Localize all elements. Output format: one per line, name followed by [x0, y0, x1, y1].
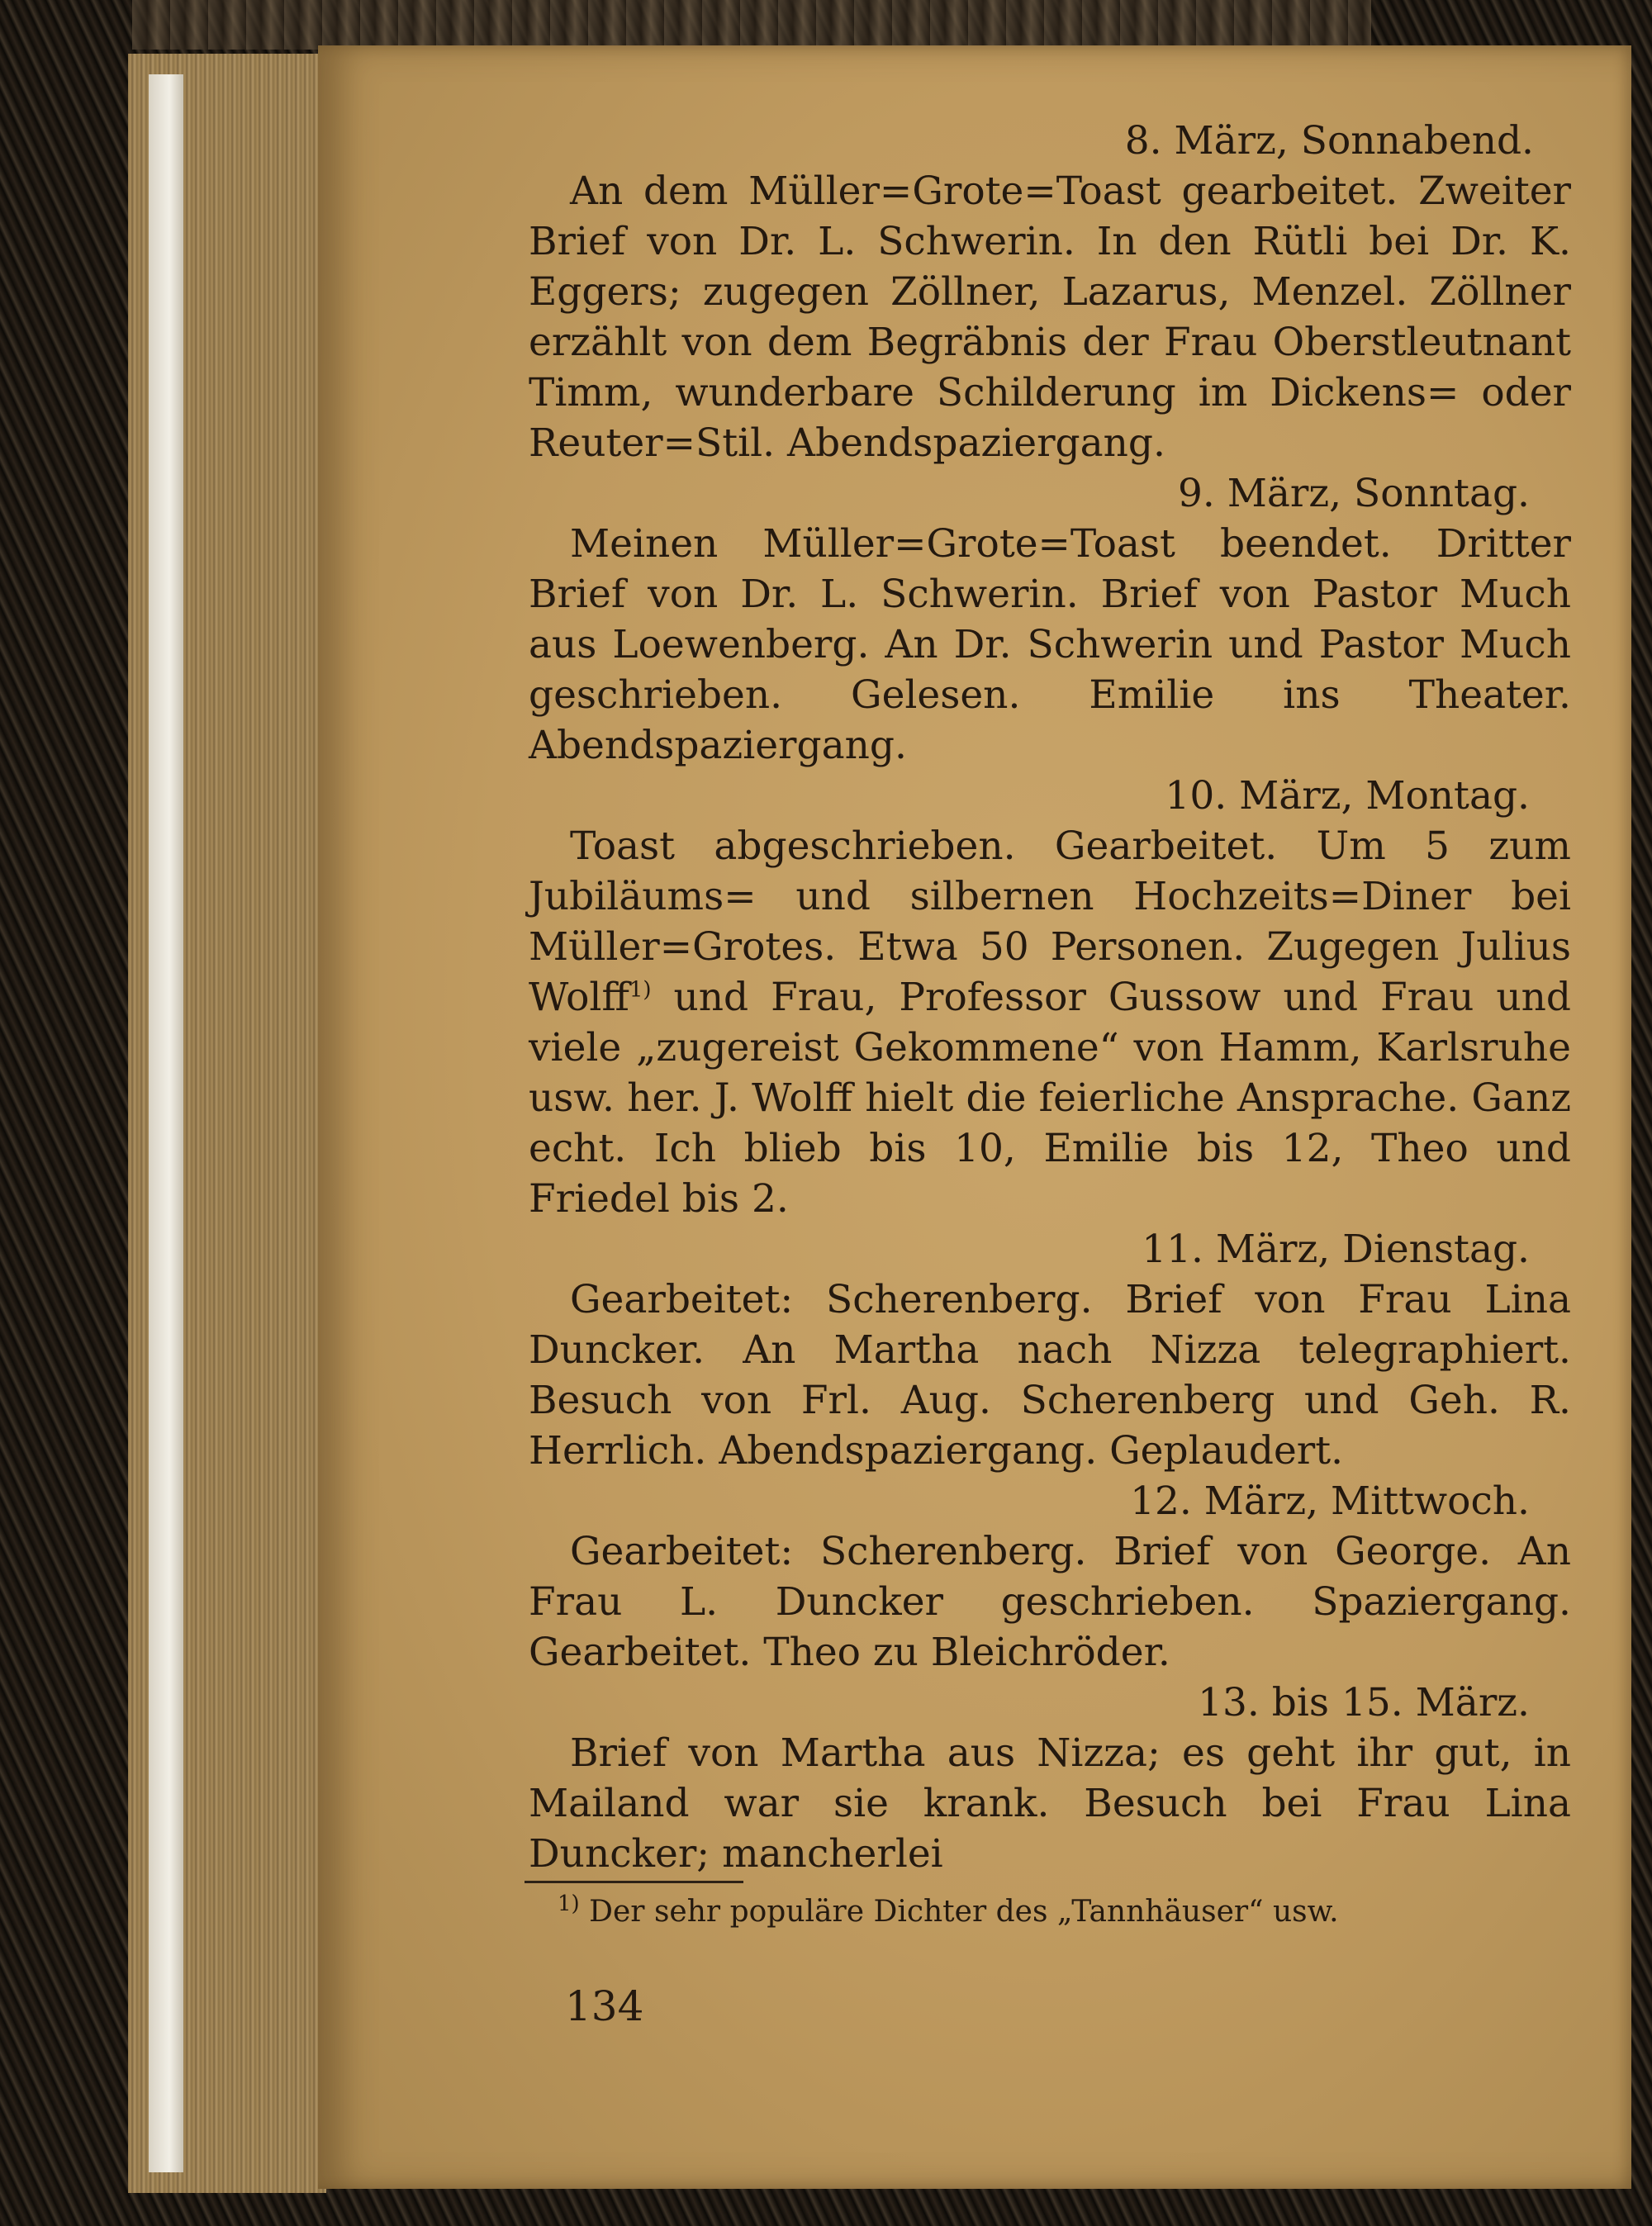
entry-text: Gearbeitet: Scherenberg. Brief von George. An Frau L. Duncker geschrieben. Spaziergang. Gearbeitet. Theo zu Bleichröder. [529, 1529, 1571, 1675]
footnote-text: Der sehr populäre Dichter des „Tannhäuser“ usw. [579, 1895, 1339, 1929]
diary-text [529, 116, 1571, 1879]
cover-edge-top [132, 0, 1371, 50]
entry-text [529, 821, 1571, 1224]
footnote-mark: 1) [558, 1891, 580, 1916]
page-number: 134 [565, 1982, 644, 2030]
entry-text: Brief von Martha aus Nizza; es geht ihr gut, in Mailand war sie krank. Besuch bei Frau Lina Duncker; mancherlei [529, 1730, 1571, 1877]
entry-text-part: Toast abgeschrieben. Gearbeitet. Um 5 zum Jubiläums= und silbernen Hochzeits=Diner bei Müller=Grotes. Etwa 50 Personen. Zugegen Julius Wolff [529, 823, 1571, 1020]
entry-date: 13. bis 15. März. [1198, 1680, 1530, 1725]
entry-date: 9. März, Sonntag. [1177, 471, 1530, 516]
endpaper-edge [149, 74, 183, 2172]
entry-text: An dem Müller=Grote=Toast gearbeitet. Zweiter Brief von Dr. L. Schwerin. In den Rütli bei Dr. K. Eggers; zugegen Zöllner, Lazarus, Menzel. Zöllner erzählt von dem Begräbnis der Frau Oberstleutnant Timm, wunderbare Schilderung im Dickens= oder Reuter=Stil. Abendspaziergang. [529, 168, 1571, 466]
entry-text: Meinen Müller=Grote=Toast beendet. Dritter Brief von Dr. L. Schwerin. Brief von Pastor Much aus Loewenberg. An Dr. Schwerin und Pastor Much geschrieben. Gelesen. Emilie ins Theater. Abendspaziergang. [529, 521, 1571, 768]
entry-date: 12. März, Mittwoch. [1130, 1478, 1530, 1524]
entry-date: 11. März, Dienstag. [1142, 1227, 1530, 1272]
footnote-divider [525, 1881, 743, 1883]
entry-date: 10. März, Montag. [1165, 773, 1530, 819]
entry-date: 8. März, Sonnabend. [1124, 118, 1534, 164]
entry-text-part: und Frau, Professor Gussow und Frau und viele „zugereist Gekommene“ von Hamm, Karlsruhe usw. her. J. Wolff hielt die feierliche Ansprache. Ganz echt. Ich blieb bis 10, Emilie bis 12, Theo und Friedel bis 2. [529, 975, 1571, 1222]
entry-text: Gearbeitet: Scherenberg. Brief von Frau Lina Duncker. An Martha nach Nizza telegraphiert. Besuch von Frl. Aug. Scherenberg und Geh. R. Herrlich. Abendspaziergang. Geplaudert. [529, 1277, 1571, 1474]
footnote [558, 1893, 1339, 1931]
footnote-reference: 1) [629, 977, 652, 1003]
